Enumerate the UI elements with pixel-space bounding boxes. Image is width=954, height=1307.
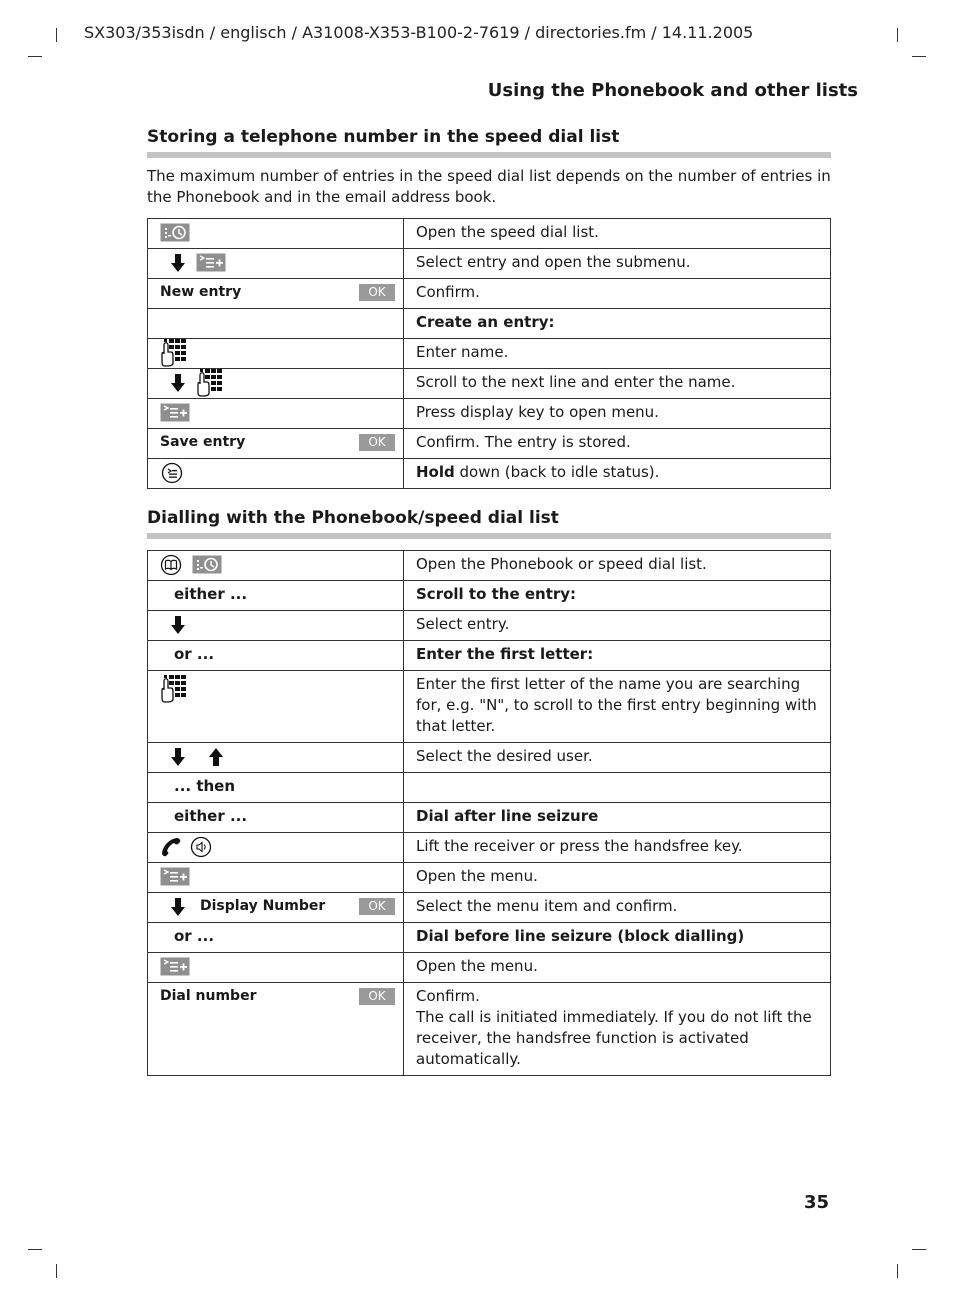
step-description: Open the menu.: [404, 863, 831, 893]
down-arrow-icon: [170, 747, 186, 767]
table-row: [148, 339, 831, 369]
step-description: Open the Phonebook or speed dial list.: [404, 551, 831, 581]
table-row: [148, 249, 831, 279]
step-heading: Dial before line seizure (block dialling): [404, 923, 831, 953]
down-arrow-icon: [170, 373, 186, 393]
emphasis: Hold: [416, 463, 455, 481]
menu-display-key-icon: [160, 957, 190, 976]
ok-softkey[interactable]: OK: [359, 434, 395, 451]
menu-item-dial-number[interactable]: Dial number: [160, 988, 257, 1004]
crop-mark: [28, 1249, 42, 1250]
table-row: [148, 773, 831, 803]
crop-mark: [56, 1264, 57, 1278]
steps-table: [147, 218, 831, 489]
step-description: [404, 983, 831, 1076]
step-heading: Dial after line seizure: [404, 803, 831, 833]
description-text: down (back to idle status).: [454, 463, 660, 481]
table-row: [148, 279, 831, 309]
page-number: 35: [803, 1192, 829, 1213]
branch-label: ... then: [174, 777, 236, 795]
table-row: [148, 983, 831, 1076]
menu-display-key-icon: [160, 403, 190, 422]
step-description: Select entry and open the submenu.: [404, 249, 831, 279]
step-description: Enter name.: [404, 339, 831, 369]
ok-softkey[interactable]: OK: [359, 898, 395, 915]
table-row: [148, 581, 831, 611]
step-heading: Scroll to the entry:: [404, 581, 831, 611]
table-row: [148, 551, 831, 581]
step-description: Scroll to the next line and enter the name.: [404, 369, 831, 399]
menu-item-save-entry[interactable]: Save entry: [160, 434, 246, 450]
ok-softkey[interactable]: OK: [359, 284, 395, 301]
menu-item-new-entry[interactable]: New entry: [160, 284, 242, 300]
table-row: [148, 953, 831, 983]
table-row: [148, 923, 831, 953]
keypad-icon: [160, 339, 188, 367]
table-row: [148, 803, 831, 833]
description-text: The call is initiated immediately. If you do not lift the receiver, the handsfree function is activated automatically.: [416, 1008, 812, 1068]
table-row: [148, 219, 831, 249]
ok-softkey[interactable]: OK: [359, 988, 395, 1005]
section-storing-speed-dial: [147, 126, 831, 489]
section-dialling: [147, 507, 831, 1076]
menu-item-display-number[interactable]: Display Number: [200, 898, 326, 914]
crop-mark: [56, 28, 57, 42]
table-row: [148, 743, 831, 773]
step-description: Open the speed dial list.: [404, 219, 831, 249]
steps-table: [147, 550, 831, 1076]
speed-dial-list-icon: [192, 555, 222, 574]
step-description: Open the menu.: [404, 953, 831, 983]
branch-label: or ...: [174, 645, 215, 663]
crop-mark: [912, 56, 926, 57]
branch-label: either ...: [174, 807, 248, 825]
step-description: [404, 773, 831, 803]
table-row: [148, 399, 831, 429]
receiver-icon: [160, 836, 182, 858]
up-arrow-icon: [208, 747, 224, 767]
section-title: Storing a telephone number in the speed dial list: [147, 126, 831, 158]
crop-mark: [897, 28, 898, 42]
table-row: [148, 641, 831, 671]
table-row: [148, 369, 831, 399]
phonebook-key-icon: [160, 554, 182, 576]
step-description: Select entry.: [404, 611, 831, 641]
menu-display-key-icon: [160, 867, 190, 886]
document-header: SX303/353isdn / englisch / A31008-X353-B100-2-7619 / directories.fm / 14.11.2005: [84, 23, 754, 42]
table-row: [148, 833, 831, 863]
step-heading: Create an entry:: [404, 309, 831, 339]
step-description: Lift the receiver or press the handsfree key.: [404, 833, 831, 863]
menu-display-key-icon: [196, 253, 226, 272]
down-arrow-icon: [170, 897, 186, 917]
down-arrow-icon: [170, 253, 186, 273]
table-row: [148, 429, 831, 459]
running-title: Using the Phonebook and other lists: [487, 80, 858, 101]
intro-paragraph: The maximum number of entries in the speed dial list depends on the number of entries in the Phonebook and in the email address book.: [147, 167, 831, 206]
crop-mark: [912, 1249, 926, 1250]
table-row: [148, 459, 831, 489]
table-row: [148, 671, 831, 743]
table-row: [148, 893, 831, 923]
end-call-key-icon: [160, 462, 184, 484]
down-arrow-icon: [170, 615, 186, 635]
step-description: Confirm.: [404, 279, 831, 309]
step-description: Confirm. The entry is stored.: [404, 429, 831, 459]
branch-label: either ...: [174, 585, 248, 603]
step-description: Enter the first letter of the name you are searching for, e.g. "N", to scroll to the first entry beginning with that letter.: [404, 671, 831, 743]
branch-label: or ...: [174, 927, 215, 945]
step-description: Select the menu item and confirm.: [404, 893, 831, 923]
step-description: Press display key to open menu.: [404, 399, 831, 429]
crop-mark: [897, 1264, 898, 1278]
keypad-icon: [196, 369, 224, 397]
section-title: Dialling with the Phonebook/speed dial list: [147, 507, 831, 539]
speed-dial-list-icon: [160, 223, 190, 242]
table-row: [148, 309, 831, 339]
description-text: Confirm.: [416, 987, 480, 1005]
handsfree-key-icon: [190, 836, 212, 858]
step-description: Select the desired user.: [404, 743, 831, 773]
table-row: [148, 863, 831, 893]
step-description: [404, 459, 831, 489]
keypad-icon: [160, 675, 188, 703]
table-row: [148, 611, 831, 641]
crop-mark: [28, 56, 42, 57]
step-heading: Enter the first letter:: [404, 641, 831, 671]
